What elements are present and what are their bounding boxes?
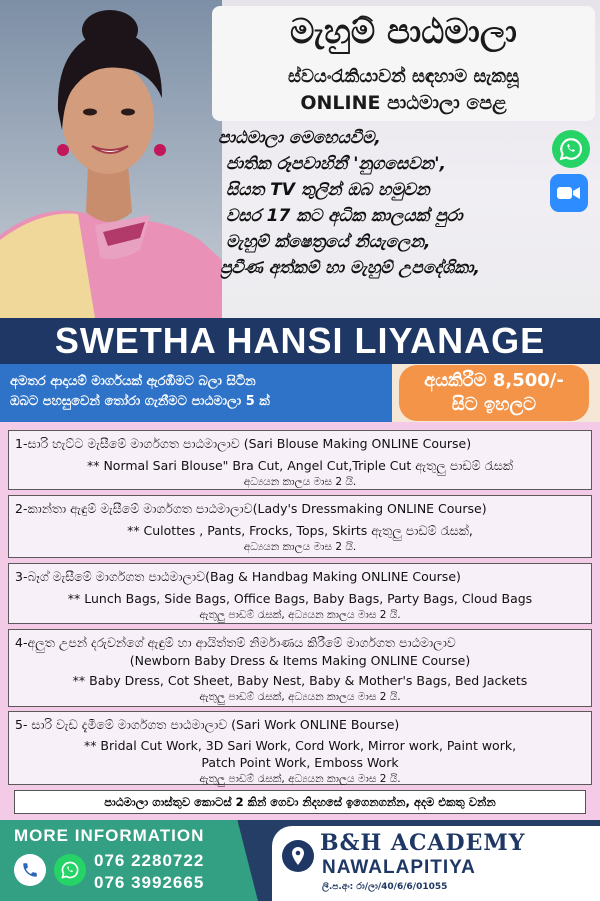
course-duration: ඇතුලු පාඩම් රැසක්, අධ්‍යයන කාලය මාස 2 යි. xyxy=(199,773,401,785)
offer-line: ඔබට පහසුවෙන් තෝරා ගැනීමට පාඨමාලා 5 ක් xyxy=(10,394,270,409)
course-title: 5- සාරි වැඩ දැමීමේ මාර්ගගත පාඨමාලාව (Sari Work ONLINE Bourse) xyxy=(15,717,400,732)
fee-upwards: සිට ඉහලට xyxy=(451,394,537,415)
zoom-video-icon[interactable] xyxy=(550,174,588,212)
course-title-english: (Newborn Baby Dress & Items Making ONLINE Course) xyxy=(129,653,471,668)
course-card xyxy=(8,711,592,785)
academy-name: B&H ACADEMY xyxy=(320,830,526,856)
intro-line: ජාතික රූපවාහිනී 'නුගසෙවන', xyxy=(226,154,446,174)
course-details: ** Bridal Cut Work, 3D Sari Work, Cord Work, Mirror work, Paint work, xyxy=(83,738,517,753)
more-info-heading: MORE INFORMATION xyxy=(14,826,205,845)
whatsapp-icon[interactable] xyxy=(552,130,590,168)
course-card xyxy=(8,629,592,707)
course-series-subtitle2: ONLINE පාඨමාලා පෙළ xyxy=(300,92,507,114)
course-duration: අධ්‍යයන කාලය මාස 2 යි. xyxy=(243,541,357,553)
intro-line: පාඨමාලා මෙහෙයවීම, xyxy=(218,128,381,148)
intro-line: ප්‍රවීණ අත්කම් හා මැහුම් උපදේශිකා, xyxy=(220,258,480,278)
course-card xyxy=(8,495,592,558)
course-series-subtitle: ස්වයංරැකියාවන් සඳහාම සැකසූ xyxy=(288,66,519,87)
course-title: 2-කාන්තා ඇඳුම් මැසීමේ මාර්ගගත පාඨමාලාව(Lady's Dressmaking ONLINE Course) xyxy=(15,501,487,516)
course-duration: අධ්‍යයන කාලය මාස 2 යි. xyxy=(243,476,357,488)
intro-line: මැහුම් ක්ෂෙත්‍රයේ නියැලෙන, xyxy=(226,232,431,252)
course-series-title: මැහුම් පාඨමාලා xyxy=(290,12,517,52)
course-title: 1-සාරි හැට්ට මැසීමේ මාර්ගගත පාඨමාලාව (Sari Blouse Making ONLINE Course) xyxy=(15,436,472,451)
phone-number[interactable]: 076 2280722 xyxy=(94,851,205,870)
fee-amount: අයකිරීම 8,500/- xyxy=(424,370,564,391)
intro-line: සියත TV තුලින් ඔබ හමුවන xyxy=(226,180,430,200)
registration-number: ලි.ප.අං: රා/ලා/40/6/6/01055 xyxy=(322,882,448,892)
instructor-name: SWETHA HANSI LIYANAGE xyxy=(0,318,600,364)
course-card xyxy=(8,563,592,624)
course-title: 3-බෑග් මැසීමේ මාර්ගගත පාඨමාලාව(Bag & Handbag Making ONLINE Course) xyxy=(15,569,461,584)
course-details: ** Lunch Bags, Side Bags, Office Bags, Baby Bags, Party Bags, Cloud Bags xyxy=(67,591,533,606)
whatsapp-icon[interactable] xyxy=(54,854,86,886)
course-details-cont: Patch Point Work, Emboss Work xyxy=(201,755,399,770)
course-details: ** Culottes , Pants, Frocks, Tops, Skirts ඇතුලු පාඩම් රැසක්, xyxy=(127,523,473,538)
offer-banner xyxy=(0,364,392,422)
course-details: ** Normal Sari Blouse" Bra Cut, Angel Cut,Triple Cut ඇතුලු පාඩම් රැසක් xyxy=(86,458,514,473)
course-title: 4-අලුත උපන් දරුවන්ගේ ඇඳුම් හා ආයිත්තම් නිර්මාණය කිරීමේ මාර්ගගත පාඨමාලාව xyxy=(15,635,456,650)
academy-location: NAWALAPITIYA xyxy=(322,857,476,878)
instructor-photo xyxy=(0,0,222,318)
fee-badge xyxy=(399,365,589,421)
phone-number[interactable]: 076 3992665 xyxy=(94,873,205,892)
installment-notice: පාඨමාලා ගාස්තුව කොටස් 2 කින් ගෙවා නිදහසේ ඉගෙනගන්න, අදම එකතු වන්න xyxy=(14,790,586,814)
course-duration: ඇතුලු පාඩම් රැසක්, අධ්‍යයන කාලය මාස 2 යි. xyxy=(199,609,401,621)
location-pin-icon xyxy=(282,840,314,872)
course-card xyxy=(8,430,592,490)
intro-line: වසර 17 කට අධික කාලයක් පුරා xyxy=(226,206,463,226)
offer-line: අමතර ආදායම් මාර්ගයක් ඇරඹීමට බලා සිටින xyxy=(10,374,256,389)
course-details: ** Baby Dress, Cot Sheet, Baby Nest, Baby & Mother's Bags, Bed Jackets xyxy=(72,673,528,688)
instructor-intro xyxy=(212,125,552,281)
phone-icon[interactable] xyxy=(14,854,46,886)
course-duration: ඇතුලු පාඩම් රැසක්, අධ්‍යයන කාලය මාස 2 යි. xyxy=(199,691,401,703)
